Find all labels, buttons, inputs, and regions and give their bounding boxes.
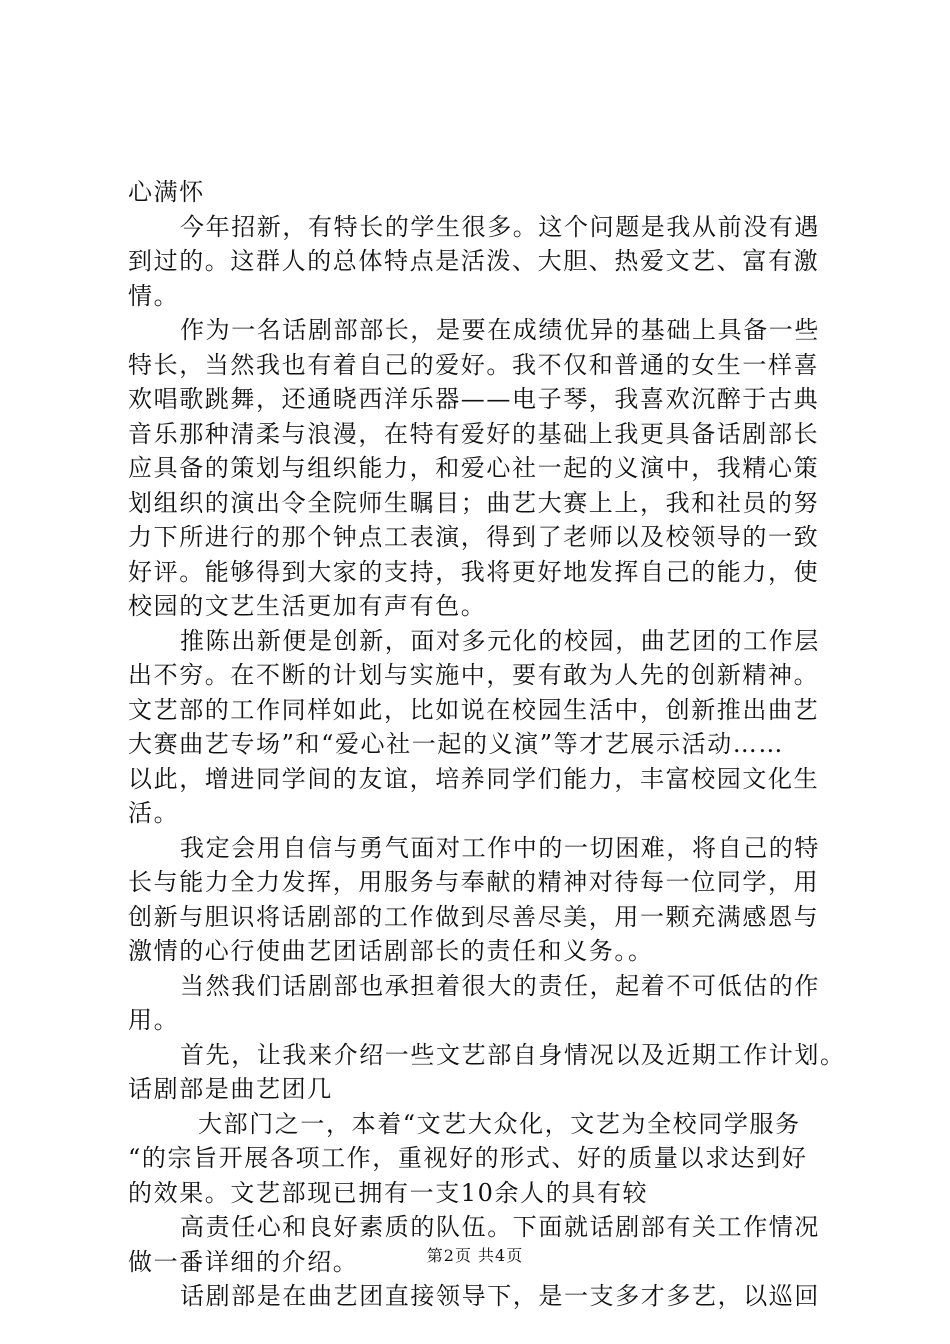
- text-line: 激情的心行使曲艺团话剧部长的责任和义务。。: [128, 937, 654, 965]
- text-line: 出不穷。在不断的计划与实施中，要有敢为人先的创新精神。: [128, 661, 820, 689]
- text-line: 校园的文艺生活更加有声有色。: [128, 592, 487, 620]
- text-line: 的效果。文艺部现已拥有一支10余人的具有较: [128, 1178, 649, 1207]
- text-line: 欢唱歌跳舞，还通晓西洋乐器——电子琴，我喜欢沉醉于古典: [128, 385, 820, 413]
- text-line: 用。: [128, 1006, 180, 1034]
- text-line: 活。: [128, 799, 180, 827]
- text-line: 话剧部是曲艺团几: [128, 1075, 333, 1103]
- text-line: 当然我们话剧部也承担着很大的责任，起着不可低估的作: [180, 971, 820, 1000]
- text-line: 高责任心和良好素质的队伍。下面就话剧部有关工作情况: [180, 1213, 820, 1241]
- text-line: 做一番详细的介绍。: [128, 1247, 359, 1276]
- text-line: 情。: [128, 281, 180, 310]
- text-line: 应具备的策划与组织能力，和爱心社一起的义演中，我精心策: [128, 454, 820, 482]
- text-line: 作为一名话剧部部长，是要在成绩优异的基础上具备一些: [180, 316, 820, 344]
- text-line: 长与能力全力发挥，用服务与奉献的精神对待每一位同学，用: [128, 868, 820, 896]
- text-line: 音乐那种清柔与浪漫，在特有爱好的基础上我更具备话剧部长: [128, 419, 820, 448]
- text-line: 到过的。这群人的总体特点是活泼、大胆、热爱文艺、富有激: [128, 247, 820, 275]
- text-line: 力下所进行的那个钟点工表演，得到了老师以及校领导的一致: [128, 523, 820, 551]
- text-line: 好评。能够得到大家的支持，我将更好地发挥自己的能力，使: [128, 557, 820, 586]
- text-line: 划组织的演出令全院师生瞩目；曲艺大赛上上，我和社员的努: [128, 488, 820, 517]
- text-line: 推陈出新便是创新，面对多元化的校园，曲艺团的工作层: [180, 626, 820, 655]
- document-body: [128, 175, 848, 1314]
- text-line: 首先，让我来介绍一些文艺部自身情况以及近期工作计划。: [180, 1040, 846, 1069]
- text-line: 特长，当然我也有着自己的爱好。我不仅和普通的女生一样喜: [128, 350, 820, 379]
- page-number-footer: 第2页 共4页: [426, 1246, 524, 1265]
- text-line: 我定会用自信与勇气面对工作中的一切困难，将自己的特: [180, 833, 820, 862]
- text-line: 大赛曲艺专场”和“爱心社一起的义演”等才艺展示活动……: [128, 730, 785, 758]
- text-line: 大部门之一，本着“文艺大众化，文艺为全校同学服务: [198, 1109, 801, 1138]
- text-line: 今年招新，有特长的学生很多。这个问题是我从前没有遇: [180, 212, 820, 241]
- text-line: 创新与胆识将话剧部的工作做到尽善尽美，用一颗充满感恩与: [128, 902, 820, 931]
- text-line: 文艺部的工作同样如此，比如说在校园生活中，创新推出曲艺: [128, 695, 820, 724]
- text-line: 话剧部是在曲艺团直接领导下，是一支多才多艺，以巡回: [180, 1282, 820, 1310]
- text-line: 心满怀: [128, 178, 205, 206]
- text-line: “的宗旨开展各项工作，重视好的形式、好的质量以求达到好: [128, 1144, 808, 1172]
- text-line: 以此，增进同学间的友谊，培养同学们能力，丰富校园文化生: [128, 764, 820, 793]
